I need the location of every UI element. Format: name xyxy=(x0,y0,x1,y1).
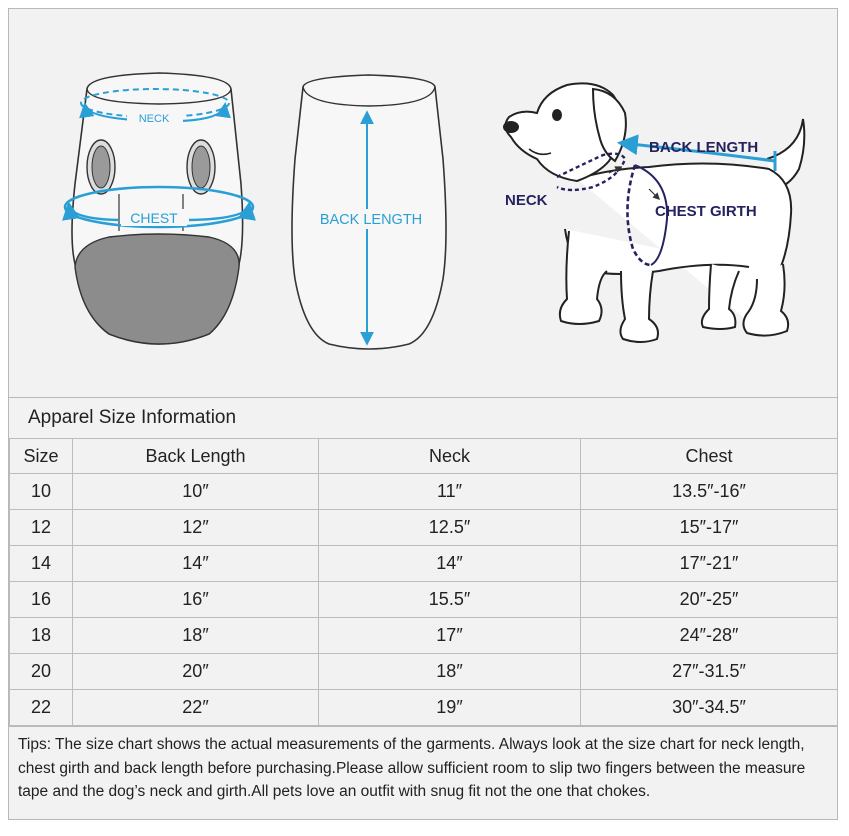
cell-chest: 27″-31.5″ xyxy=(581,654,838,690)
table-row xyxy=(10,690,838,726)
size-table-header-row xyxy=(10,439,838,474)
garment-and-dog-diagram xyxy=(9,9,837,397)
cell-size: 18 xyxy=(10,618,73,654)
front-neck-label: NECK xyxy=(138,113,170,125)
col-header-chest: Chest xyxy=(581,439,838,474)
table-row xyxy=(10,618,838,654)
cell-chest: 20″-25″ xyxy=(581,582,838,618)
cell-size: 14 xyxy=(10,546,73,582)
dog-illustration xyxy=(503,83,804,342)
sizing-tips-text: Tips: The size chart shows the actual measurements of the garments. Always look at the size chart for neck length, chest girth and back length before purchasing.Please allow sufficient room to slip two fingers between the measure tape and the dog’s neck and girth.All pets love an outfit with snug fit not the one that chokes. xyxy=(9,726,837,804)
table-row xyxy=(10,510,838,546)
cell-back-length: 12″ xyxy=(73,510,319,546)
cell-size: 22 xyxy=(10,690,73,726)
cell-size: 16 xyxy=(10,582,73,618)
measurement-illustrations xyxy=(9,9,837,397)
cell-chest: 15″-17″ xyxy=(581,510,838,546)
table-row xyxy=(10,546,838,582)
cell-chest: 17″-21″ xyxy=(581,546,838,582)
dog-chest-girth-label: CHEST GIRTH xyxy=(655,203,757,220)
cell-chest: 30″-34.5″ xyxy=(581,690,838,726)
cell-neck: 11″ xyxy=(319,474,581,510)
cell-neck: 18″ xyxy=(319,654,581,690)
col-header-back-length: Back Length xyxy=(73,439,319,474)
cell-neck: 15.5″ xyxy=(319,582,581,618)
cell-back-length: 22″ xyxy=(73,690,319,726)
cell-size: 12 xyxy=(10,510,73,546)
cell-chest: 24″-28″ xyxy=(581,618,838,654)
cell-back-length: 18″ xyxy=(73,618,319,654)
size-table-title: Apparel Size Information xyxy=(9,397,837,438)
size-table xyxy=(9,438,838,726)
front-garment-illustration xyxy=(65,73,253,344)
cell-neck: 19″ xyxy=(319,690,581,726)
back-garment-illustration xyxy=(292,75,446,349)
cell-neck: 17″ xyxy=(319,618,581,654)
cell-chest: 13.5″-16″ xyxy=(581,474,838,510)
cell-neck: 14″ xyxy=(319,546,581,582)
table-row xyxy=(10,474,838,510)
dog-back-length-label: BACK LENGTH xyxy=(649,139,759,156)
size-information-section xyxy=(9,397,837,804)
cell-back-length: 20″ xyxy=(73,654,319,690)
cell-neck: 12.5″ xyxy=(319,510,581,546)
size-chart-card xyxy=(8,8,838,820)
cell-size: 20 xyxy=(10,654,73,690)
cell-back-length: 14″ xyxy=(73,546,319,582)
col-header-neck: Neck xyxy=(319,439,581,474)
cell-back-length: 16″ xyxy=(73,582,319,618)
dog-neck-label: NECK xyxy=(505,192,548,209)
cell-size: 10 xyxy=(10,474,73,510)
table-row xyxy=(10,582,838,618)
cell-back-length: 10″ xyxy=(73,474,319,510)
front-chest-label: CHEST xyxy=(130,210,178,226)
table-row xyxy=(10,654,838,690)
back-length-label: BACK LENGTH xyxy=(319,212,423,228)
col-header-size: Size xyxy=(10,439,73,474)
